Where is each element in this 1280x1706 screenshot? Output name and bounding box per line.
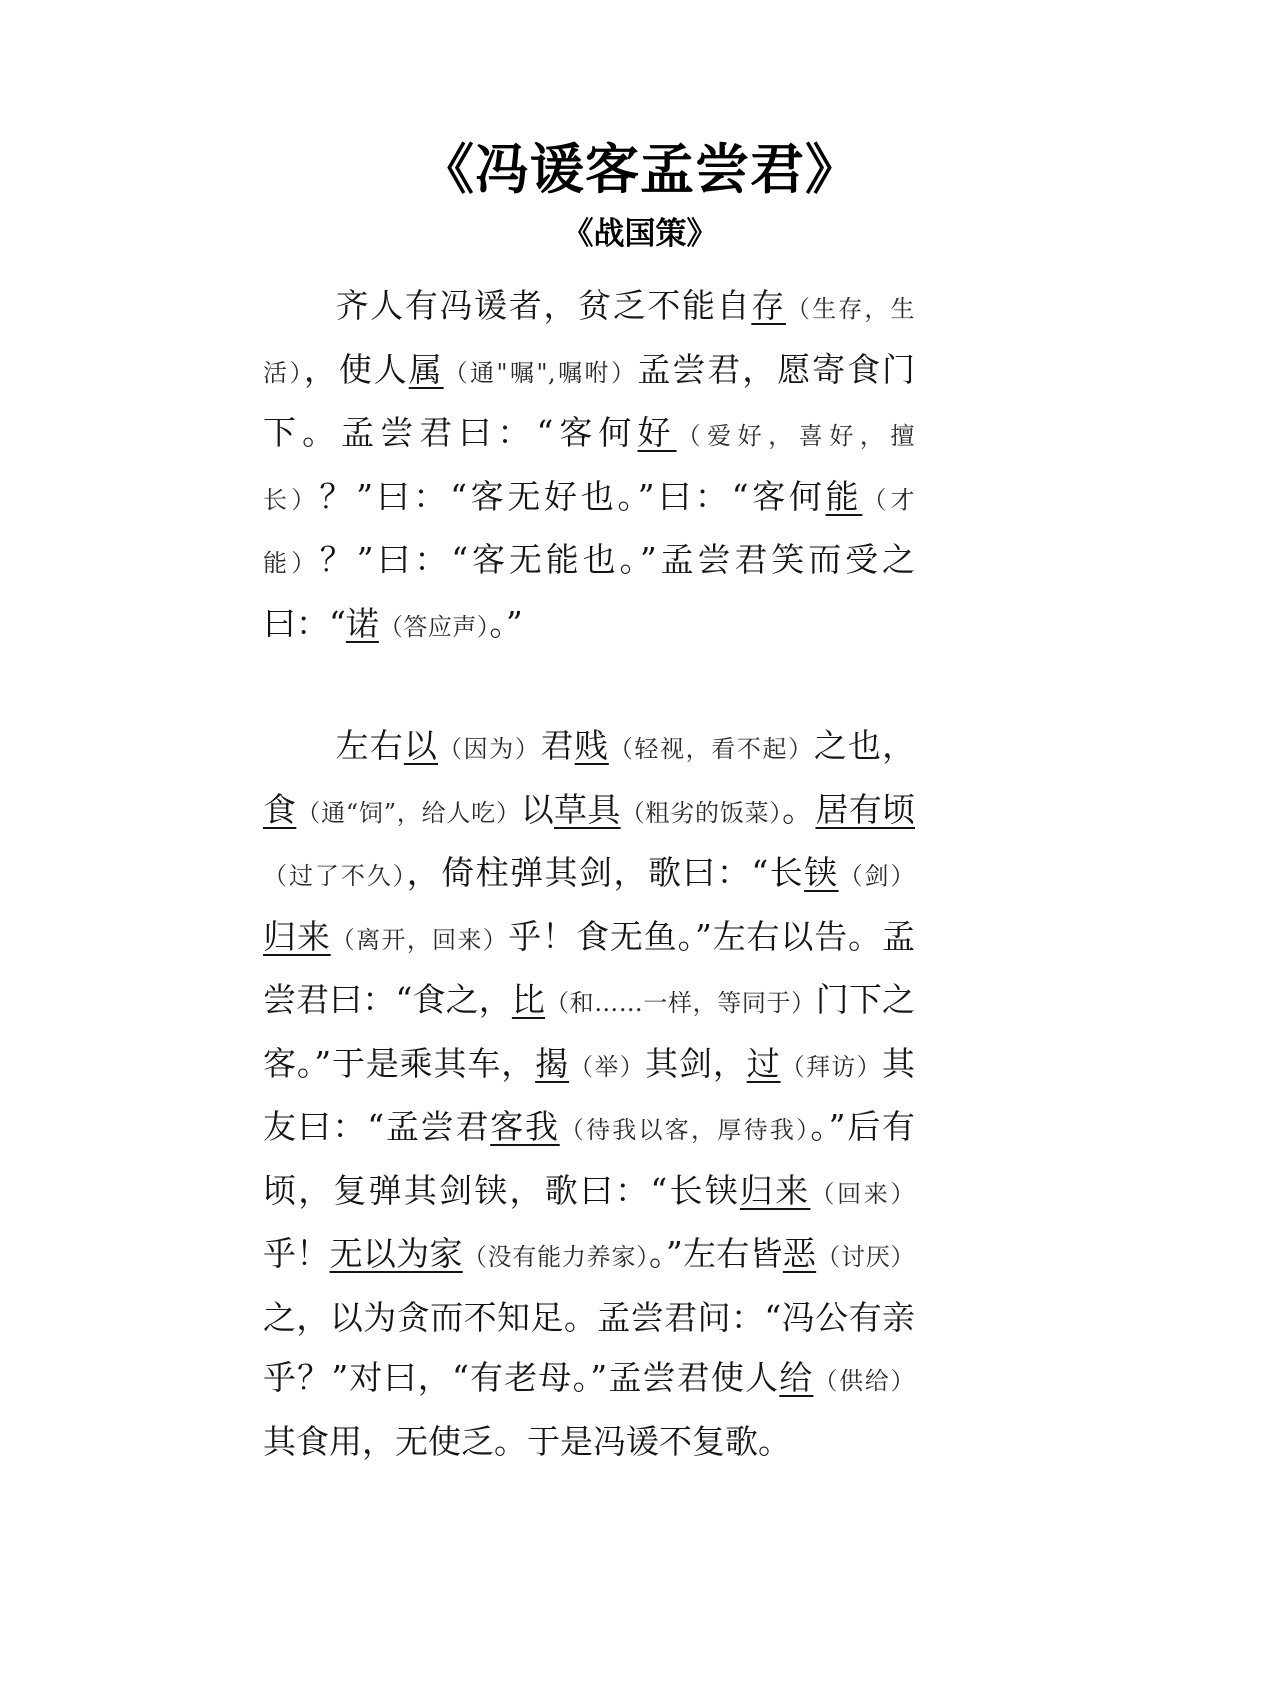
glossed-word: 铗 (804, 853, 839, 892)
glossed-word: 能 (825, 476, 863, 516)
gloss-annotation: （待我以客，厚待我） (559, 1116, 811, 1144)
gloss-annotation: （离开，回来） (330, 925, 509, 954)
body-text-run: 以 (520, 789, 555, 829)
body-text-run: ，倚柱弹其剑，歌曰：“长 (406, 853, 805, 892)
body-text-run: 之，以为贪而不知足。孟尝君问：“冯公有亲乎？”对曰，“有老母。”孟尝君使人 (263, 1297, 915, 1397)
gloss-annotation: （通“饲”，给人吃） (296, 798, 521, 827)
body-text-run: 乎！ (263, 1234, 330, 1273)
gloss-annotation: （举） (569, 1052, 646, 1081)
body-text-run: 。”后有顷，复弹其剑铗，歌曰：“长铗 (263, 1107, 916, 1210)
glossed-word: 给 (779, 1358, 814, 1397)
gloss-annotation: （回来） (810, 1179, 916, 1208)
body-text-run: 左右 (335, 726, 404, 765)
glossed-word: 归来 (263, 916, 331, 956)
body-text-run: 之也， (813, 726, 916, 765)
glossed-word: 归来 (739, 1170, 811, 1210)
gloss-annotation: （通"嘱",嘱咐） (443, 358, 638, 387)
glossed-word: 过 (746, 1043, 781, 1083)
glossed-word: 贱 (574, 726, 609, 765)
glossed-word: 存 (751, 286, 786, 325)
body-text-run: 其食用，无使乏。于是冯谖不复歌。 (263, 1421, 791, 1461)
body-text-run: 其剑， (645, 1043, 747, 1083)
body-text-run: 君 (540, 726, 575, 765)
body-text-run: ，使人 (303, 349, 409, 389)
page-subtitle-source: 《战国策》 (562, 216, 718, 252)
body-text-run: 齐人有冯谖者，贫乏不能自 (335, 286, 752, 325)
gloss-annotation: （供给） (813, 1367, 915, 1395)
gloss-annotation: （粗劣的饭菜） (620, 798, 783, 827)
body-text-run: 。”左右皆 (649, 1234, 783, 1273)
body-text-run: 门下之客。”于是乘其车， (263, 980, 915, 1083)
glossed-word: 无以为家 (329, 1234, 463, 1273)
glossed-word: 恶 (782, 1234, 817, 1273)
gloss-annotation: （讨厌） (816, 1243, 916, 1271)
glossed-word: 揭 (535, 1043, 570, 1083)
glossed-word: 以 (403, 726, 438, 765)
body-text-run: 乎！食无鱼。”左右以告。孟尝君曰：“食之， (263, 916, 916, 1019)
glossed-word: 居有顷 (815, 789, 916, 829)
glossed-word: 诺 (345, 603, 379, 643)
gloss-annotation: （才能） (263, 485, 916, 577)
gloss-annotation: （生存，生活） (263, 295, 916, 387)
glossed-word: 属 (408, 349, 444, 389)
glossed-word: 比 (511, 980, 545, 1019)
gloss-annotation: （没有能力养家） (462, 1243, 650, 1271)
glossed-word: 客我 (490, 1107, 560, 1146)
gloss-annotation: （答应声） (378, 612, 490, 641)
glossed-word: 草具 (554, 789, 621, 829)
body-text-run: ？”曰：“客无能也。”孟尝君笑而受之曰：“ (263, 540, 915, 643)
body-text-run: 其友曰：“孟尝君 (263, 1043, 916, 1146)
gloss-annotation: （过了不久） (263, 862, 407, 890)
body-text-run: 。” (489, 603, 523, 643)
page-title: 《冯谖客孟尝君》 (420, 137, 860, 202)
glossed-word: 食 (263, 789, 297, 829)
body-text-run: 。 (782, 789, 816, 829)
gloss-annotation: （剑） (838, 862, 916, 890)
gloss-annotation: （因为） (438, 735, 541, 763)
paragraph-1 (263, 276, 915, 657)
paragraph-2 (263, 716, 915, 1472)
body-text-run: 孟尝君，愿寄食门下。孟尝君曰：“客何 (263, 349, 916, 452)
gloss-annotation: （拜访） (780, 1052, 883, 1081)
body-text-run: ？”曰：“客无好也。”曰：“客何 (319, 476, 826, 516)
glossed-word: 好 (637, 413, 677, 452)
gloss-annotation: （爱好，喜好，擅长） (263, 422, 915, 514)
gloss-annotation: （和……一样，等同于） (545, 989, 816, 1017)
gloss-annotation: （轻视，看不起） (608, 735, 814, 763)
